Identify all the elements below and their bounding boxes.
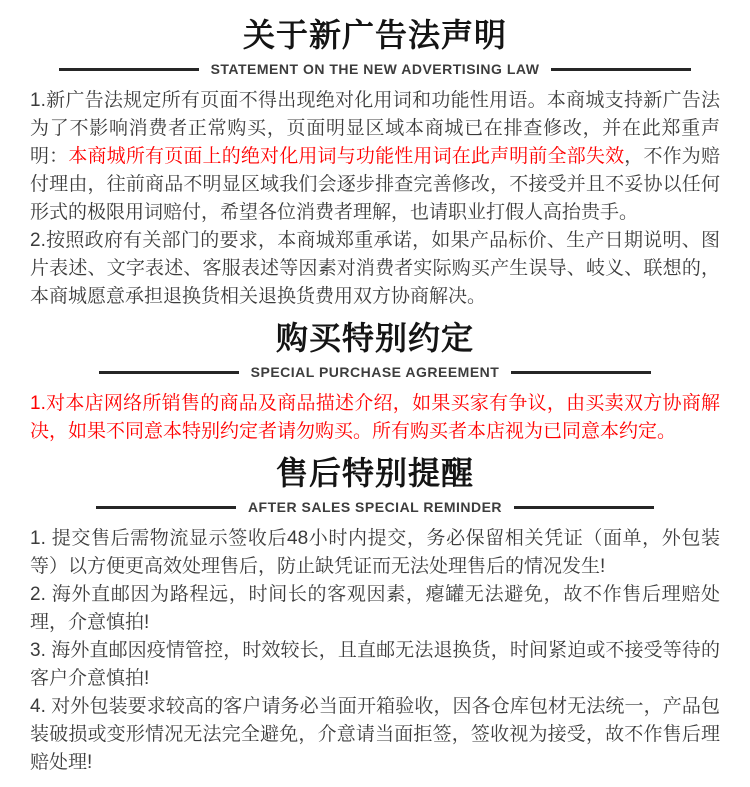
paragraph-segment: 2.按照政府有关部门的要求，本商城郑重承诺，如果产品标价、生产日期说明、图片表述、文字表述、客服表述等因素对消费者实际购买产生误导、岐义、联想的，本商城愿意承担退换货相关退换货费用双方协商解决。	[30, 230, 720, 307]
statement-paragraph	[30, 581, 720, 637]
statement-paragraph	[30, 227, 720, 311]
paragraph-segment: 1. 提交售后需物流显示签收后48小时内提交，务必保留相关凭证（面单，外包装等）以方便更高效处理售后，防止缺凭证而无法处理售后的情况发生!	[30, 528, 720, 577]
statement-section	[0, 16, 750, 311]
section-title: 关于新广告法声明	[242, 17, 507, 53]
section-title: 购买特别约定	[275, 320, 474, 356]
subtitle-divider-right	[514, 506, 654, 509]
section-subtitle-row	[0, 61, 750, 77]
subtitle-divider-left	[99, 371, 239, 374]
subtitle-divider-right	[511, 371, 651, 374]
paragraph-segment: 3. 海外直邮因疫情管控，时效较长，且直邮无法退换货，时间紧迫或不接受等待的客户介意慎拍!	[30, 640, 720, 689]
section-body	[0, 525, 750, 777]
section-subtitle-row	[0, 499, 750, 515]
statement-paragraph	[30, 693, 720, 777]
section-subtitle-row	[0, 364, 750, 380]
section-body	[0, 87, 750, 311]
section-subtitle: AFTER SALES SPECIAL REMINDER	[247, 499, 503, 515]
sections-container	[0, 16, 750, 777]
section-subtitle: STATEMENT ON THE NEW ADVERTISING LAW	[210, 61, 540, 77]
section-title: 售后特别提醒	[275, 455, 474, 491]
subtitle-divider-left	[59, 68, 199, 71]
paragraph-segment: 本商城所有页面上的绝对化用词与功能性用词在此声明前全部失效	[68, 146, 625, 167]
paragraph-segment: 4. 对外包装要求较高的客户请务必当面开箱验收，因各仓库包材无法统一，产品包装破损或变形情况无法完全避免，介意请当面拒签，签收视为接受，故不作售后理赔处理!	[30, 696, 720, 773]
section-body	[0, 390, 750, 446]
statement-section	[0, 454, 750, 777]
paragraph-segment: 2. 海外直邮因为路程远，时间长的客观因素，瘪罐无法避免，故不作售后理赔处理，介意慎拍!	[30, 584, 720, 633]
statement-paragraph	[30, 637, 720, 693]
subtitle-divider-right	[551, 68, 691, 71]
paragraph-segment: 1.新广告法规定所有页面不得出现绝对化用词和功能性用语。本商城支持新广告法为了不影响消费者正常购买，页面明显区域本商城已在排查修改，并在此郑重声明：	[30, 90, 720, 167]
statement-paragraph	[30, 525, 720, 581]
subtitle-divider-left	[96, 506, 236, 509]
statement-paragraph	[30, 390, 720, 446]
section-subtitle: SPECIAL PURCHASE AGREEMENT	[250, 364, 500, 380]
statement-paragraph	[30, 87, 720, 227]
paragraph-segment: 1.对本店网络所销售的商品及商品描述介绍，如果买家有争议，由买卖双方协商解决，如果不同意本特别约定者请勿购买。所有购买者本店视为已同意本约定。	[30, 393, 720, 442]
paragraph-segment: ，不作为赔付理由，往前商品不明显区域我们会逐步排查完善修改，不接受并且不妥协以任何形式的极限用词赔付，希望各位消费者理解，也请职业打假人高抬贵手。	[30, 146, 720, 223]
statement-section	[0, 319, 750, 446]
